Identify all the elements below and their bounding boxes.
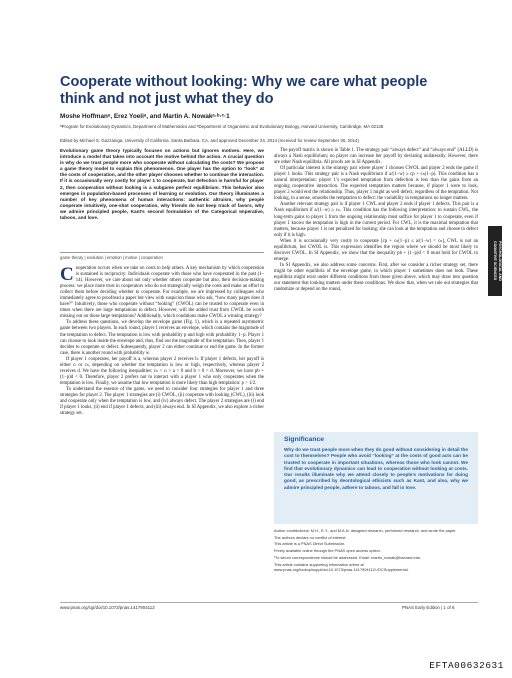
body-paragraph: If player 1 cooperates, her payoff is a, whereas player 2 receives b. If player 1 defects, her payoff is either cₗ or cₕ, depending on whether the temptation is low or high, respectively, whereas player 2 receives d. We have the following inequalities: cₕ > cₗ > a > 0 and b > 0 > d. Moreover, we have pb + (1−p)d < 0. Therefore, player 2 prefers not to interact with a player 1 who only cooperates when the temptation is low. Finally, we assume that low temptation is more likely than high temptation: p > 1/2. xyxy=(60,356,264,386)
body-paragraph: In SI Appendix, we also address some concerns. First, after we consider a richer strategy set, there might be other equilibria of the envelope game, in which player 1 sometimes does not look. These equilibria might exist under different conditions from those given above, which may draw into question our statement that looking matters under these conditions. We show that, when we rule out strategies that randomize or depend on the round, xyxy=(274,262,478,293)
note-conflict: The authors declare no conflict of interest. xyxy=(274,534,347,540)
author-notes xyxy=(274,528,478,573)
body-paragraph: To understand the essence of the game, we need to consider four strategies for player 1 and three strategies for player 2. The player 1 strategies are (i) CWOL, (ii) cooperate with looking (CWL), (iii) look and cooperate only when the temptation is low, and (iv) always defect. The player 2 strategies are (i) end if player 1 looks, (ii) end if player 1 defects, and (iii) always end. In SI Appendix, we also explore a richer strategy set. xyxy=(60,386,264,417)
significance-box xyxy=(274,432,478,524)
note-correspondence: ¹To whom correspondence should be addressed. Email: martin_nowak@harvard.edu. xyxy=(274,554,422,560)
footer-page-info: PNAS Early Edition | 1 of 6 xyxy=(402,605,455,610)
author-list: Moshe Hoffmanᵃ, Erez Yoeliᵃ, and Martin A. Nowakᵃ·ᵇ·ᶜ·1 xyxy=(60,113,230,120)
intro-paragraph: Cooperation occurs when we take on costs to help others. A key mechanism by which cooperation is sustained is reciprocity: Individuals cooperate with those who have cooperated in the past (1–14). However, we care about not only whether others cooperate but also, their decision-making process: we place more trust in cooperators who do not strategically weigh the costs and make an effort to collect them before deciding whether to cooperate. For example, we are impressed by colleagues who immediately agree to proofread a paper but view with suspicion those who ask, “how many pages does it have?” Intuitively, those who cooperate without “looking” (CWOL) can be trusted to cooperate even in times when there are large temptations to defect. However, will the added trust from CWOL be worth missing out on those large temptations? Additionally, which conditions make CWOL a winning strategy? xyxy=(60,264,264,320)
note-supporting-info: This article contains supporting information online at www.pnas.org/lookup/suppl/doi:10.1073/pnas.1417904112/-/DCSupplemental. xyxy=(274,561,409,572)
drop-cap: C xyxy=(60,264,74,285)
body-paragraph: To address these questions, we develop the envelope game (Fig. 1), which is a repeated asymmetric game between two players. In each round, player 1 receives an envelope, which contains the magnitude of the temptation to defect. The temptation is low with probability p and high with probability 1−p. Player 1 can choose to look inside the envelope and, thus, find out the magnitude of the temptation. Then, player 1 decides to cooperate or defect. Subsequently, player 2 can either continue or end the game. In the former case, there is another round with probability w. xyxy=(60,320,264,356)
body-paragraph: Another relevant strategy pair is if player 1 CWL and player 2 ends if player 1 defects. This pair is a Nash equilibrium if a/(1−w) ≥ cₕ. This condition has the following interpretation: to sustain CWL, the long-term gains to player 1 from the ongoing relationship must suffice for player 1 to cooperate, even if player 1 knows the temptation is high in the current period. For CWL, it is the maximal temptation that matters, because player 1 is not penalized for looking; she can look at the temptation and choose to defect only if it is high. xyxy=(274,202,478,238)
edited-by-line: Edited by Michael S. Gazzaniga, University of California, Santa Barbara, CA, and approved December 24, 2014 (received for review September 30, 2014) xyxy=(60,138,359,143)
body-column-right xyxy=(274,148,478,293)
body-paragraph: When it is occasionally very costly to cooperate [cp + cₕ(1−p) ≤ a/(1−w) < cₕ], CWL is not an equilibrium, but CWOL is. This expression identifies the region where we should be most likely to discover CWOL. In SI Appendix, we show that the inequality pb + (1−p)d < 0 must hold for CWOL to emerge. xyxy=(274,238,478,262)
body-paragraph: The payoff matrix is shown in Table 1. The strategy pair “always defect” and “always end” (ALLD) is always a Nash equilibrium; no player can increase her payoff by deviating unilaterally. However, there are other Nash equilibria. All proofs are in SI Appendix. xyxy=(274,148,478,166)
note-direct-submission: This article is a PNAS Direct Submission. xyxy=(274,541,346,547)
keywords: game theory | evolution | emotion | motive | cooperation xyxy=(60,252,264,260)
body-paragraph: Of particular interest is the strategy pair where player 1 chooses CWOL and player 2 ends the game if player 1 looks. This strategy pair is a Nash equilibrium if a/(1−w) ≥ cp + cₕ(1−p). This condition has a natural interpretation: player 1’s expected temptation from defection is less than the gains from an ongoing cooperative interaction. The expected temptation matters because, if player 1 were to look, player 2 would end the relationship. Thus, player 1 might as well defect, regardless of the temptation. Not looking, in a sense, smooths the temptation to defect: the variability in temptations no longer matters. xyxy=(274,166,478,202)
abstract: Evolutionary game theory typically focuses on actions but ignores motives. Here, we introduce a model that takes into account the motive behind the action. A crucial question is why do we trust people more who cooperate without calculating the costs? We propose a game theory model to explain this phenomenon. One player has the option to “look” at the costs of cooperation, and the other player chooses whether to continue the interaction. If it is occasionally very costly for player 1 to cooperate, but defection is harmful for player 2, then cooperation without looking is a subgame perfect equilibrium. This behavior also emerges in population-based processes of learning or evolution. Our theory illuminates a number of key phenomena of human interactions: authentic altruism, why people cooperate intuitively, one-shot cooperation, why friends do not keep track of favors, why we admire principled people, Kant’s second formulation of the Categorical Imperative, taboos, and love. xyxy=(60,148,264,221)
footer-doi-link[interactable]: www.pnas.org/cgi/doi/10.1073/pnas.1417904112 xyxy=(60,605,155,610)
significance-text: Why do we trust people more when they do good without considering in detail the cost to themselves? People who avoid “looking” at the costs of good acts can be trusted to cooperate in important situations, whereas those who look cannot. We find that evolutionary dynamics can lead to cooperation without looking at costs. Our results illuminate why we attend closely to people’s motivations for doing good, as prescribed by deontological ethicists such as Kant, and also, why we admire principled people, adhere to taboos, and fall in love. xyxy=(284,447,468,490)
section-side-tab: PSYCHOLOGICAL AND COGNITIVE SCIENCES xyxy=(488,226,502,296)
body-column-left xyxy=(60,266,264,417)
note-open-access: Freely available online through the PNAS open access option. xyxy=(274,548,381,554)
affiliations: ᵃProgram for Evolutionary Dynamics, Department of Mathematics and ᵇDepartment of Organismic and Evolutionary Biology, Harvard University, Cambridge, MA 02138 xyxy=(60,124,384,129)
paper-title: Cooperate without looking: Why we care what people think and not just what they do xyxy=(60,74,428,107)
significance-heading: Significance xyxy=(284,436,325,443)
footer-divider xyxy=(60,602,478,603)
document-id-stamp: EFTA00632631 xyxy=(429,660,504,671)
note-contributions: Author contributions: M.H., E.Y., and M.A.N. designed research, performed research, and wrote the paper. xyxy=(274,528,457,533)
